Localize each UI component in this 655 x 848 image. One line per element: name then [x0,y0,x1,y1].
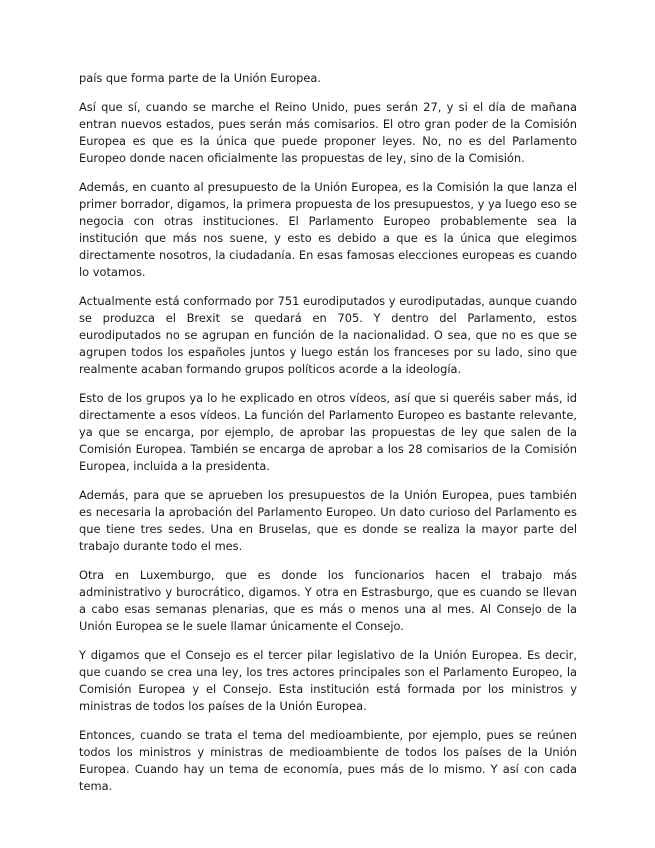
paragraph-3: Además, en cuanto al presupuesto de la Unión Europea, es la Comisión la que lanza el primer borrador, digamos, la primera propuesta de los presupuestos, y ya luego eso se negocia con otras instituciones. El Parlamento Europeo probablemente sea la institución que más nos suene, y esto es debido a que es la única que elegimos directamente nosotros, la ciudadanía. En esas famosas elecciones europeas es cuando lo votamos. [79,180,577,279]
paragraph-9: Entonces, cuando se trata el tema del medioambiente, por ejemplo, pues se reúnen todos los ministros y ministras de medioambiente de todos los países de la Unión Europea. Cuando hay un tema de economía, pues más de lo mismo. Y así con cada tema. [79,728,577,793]
document-body [79,70,577,807]
paragraph-1: país que forma parte de la Unión Europea. [79,71,321,85]
paragraph-7: Otra en Luxemburgo, que es donde los funcionarios hacen el trabajo más administrativo y burocrático, digamos. Y otra en Estrasburgo, que es cuando se llevan a cabo esas semanas plenarias, que es más o menos una al mes. Al Consejo de la Unión Europea se le suele llamar únicamente el Consejo. [79,568,577,633]
paragraph-5: Esto de los grupos ya lo he explicado en otros vídeos, así que si queréis saber más, id directamente a esos vídeos. La función del Parlamento Europeo es bastante relevante, ya que se encarga, por ejemplo, de aprobar las propuestas de ley que salen de la Comisión Europea. También se encarga de aprobar a los 28 comisarios de la Comisión Europea, incluida a la presidenta. [79,391,577,473]
paragraph-8: Y digamos que el Consejo es el tercer pilar legislativo de la Unión Europea. Es decir, que cuando se crea una ley, los tres actores principales son el Parlamento Europeo, la Comisión Europea y el Consejo. Esta institución está formada por los ministros y ministras de todos los países de la Unión Europea. [79,648,577,713]
paragraph-2: Así que sí, cuando se marche el Reino Unido, pues serán 27, y si el día de mañana entran nuevos estados, pues serán más comisarios. El otro gran poder de la Comisión Europea es que es la única que puede proponer leyes. No, no es del Parlamento Europeo donde nacen oficialmente las propuestas de ley, sino de la Comisión. [79,100,577,165]
paragraph-4: Actualmente está conformado por 751 eurodiputados y eurodiputadas, aunque cuando se produzca el Brexit se quedará en 705. Y dentro del Parlamento, estos eurodiputados no se agrupan en función de la nacionalidad. O sea, que no es que se agrupen todos los españoles juntos y luego están los franceses por su lado, sino que realmente acaban formando grupos políticos acorde a la ideología. [79,294,577,376]
paragraph-6: Además, para que se aprueben los presupuestos de la Unión Europea, pues también es necesaria la aprobación del Parlamento Europeo. Un dato curioso del Parlamento es que tiene tres sedes. Una en Bruselas, que es donde se realiza la mayor parte del trabajo durante todo el mes. [79,488,577,553]
